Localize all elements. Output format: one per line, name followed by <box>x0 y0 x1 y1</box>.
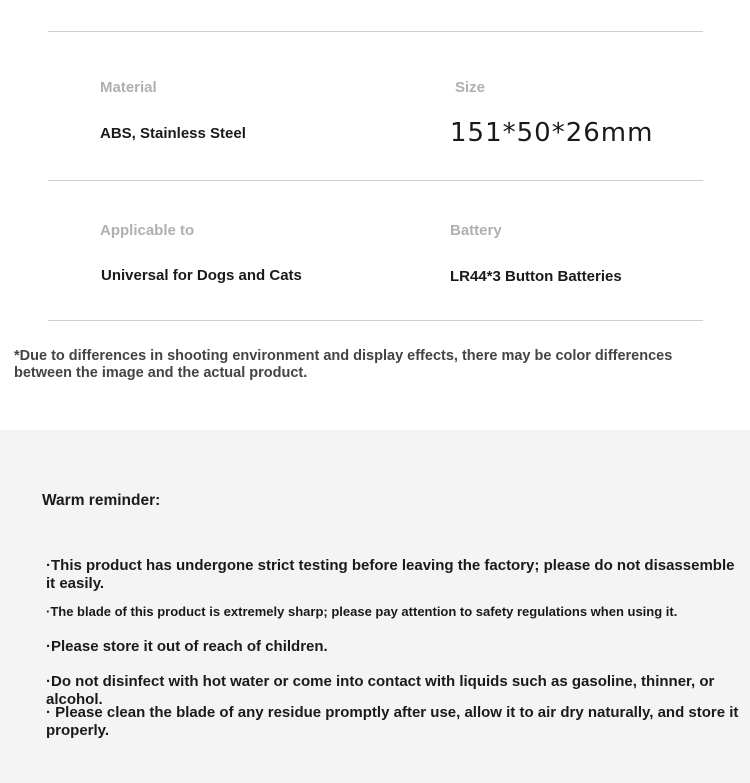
color-disclaimer: *Due to differences in shooting environment and display effects, there may be color differences between the image and the actual product. <box>14 348 673 381</box>
warm-reminder-section <box>0 430 750 783</box>
size-label: Size <box>455 79 486 96</box>
reminder-item: ·Please store it out of reach of children. <box>46 638 328 655</box>
battery-label: Battery <box>450 222 502 239</box>
battery-value: LR44*3 Button Batteries <box>450 268 622 285</box>
reminder-item: · Please clean the blade of any residue promptly after use, allow it to air dry naturally, and store it properly. <box>46 704 739 739</box>
reminder-title: Warm reminder: <box>42 492 161 509</box>
reminder-item: ·This product has undergone strict testing before leaving the factory; please do not disassemble it easily. <box>46 557 735 592</box>
divider-bottom <box>48 320 703 321</box>
applicable-label: Applicable to <box>100 222 195 239</box>
material-label: Material <box>100 79 157 96</box>
reminder-item: ·Do not disinfect with hot water or come into contact with liquids such as gasoline, thinner, or alcohol. <box>46 673 715 708</box>
divider-middle <box>48 180 703 181</box>
material-value: ABS, Stainless Steel <box>100 125 246 142</box>
size-value: 151*50*26mm <box>450 118 654 148</box>
applicable-value: Universal for Dogs and Cats <box>101 267 302 284</box>
reminder-item: ·The blade of this product is extremely sharp; please pay attention to safety regulations when using it. <box>46 604 678 619</box>
divider-top <box>48 31 703 32</box>
